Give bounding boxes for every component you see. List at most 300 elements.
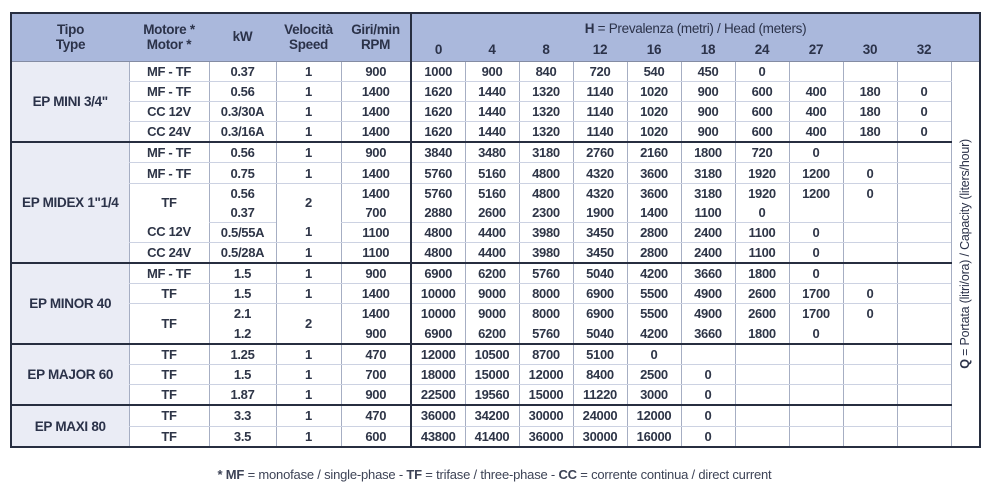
cell-head-30 [843, 203, 897, 223]
table-row [11, 163, 980, 183]
cell-head-12: 2760 [573, 142, 627, 163]
cell-head-30 [843, 323, 897, 343]
cell-motor: TF [129, 364, 209, 384]
cell-head-30: 0 [843, 284, 897, 304]
cell-head-4: 5160 [465, 163, 519, 183]
cell-head-18: 3660 [681, 263, 735, 284]
cell-kw: 1.5 [209, 364, 276, 384]
col-header-rpm-it: Giri/min [351, 21, 400, 37]
cell-head-32 [897, 222, 951, 242]
head-title-text: = Prevalenza (metri) / Head (meters) [594, 21, 807, 37]
cell-head-8: 4800 [519, 163, 573, 183]
cell-kw: 0.37 [209, 61, 276, 81]
head-value-27: 27 [789, 39, 843, 61]
cell-head-12: 4320 [573, 183, 627, 203]
cell-head-0: 18000 [411, 364, 465, 384]
cell-head-27: 400 [789, 81, 843, 101]
cell-speed: 1 [276, 385, 341, 406]
cell-head-0: 10000 [411, 304, 465, 324]
table-row [11, 142, 980, 163]
cell-head-24: 600 [735, 81, 789, 101]
cell-head-8: 840 [519, 61, 573, 81]
group-name: EP MAXI 80 [11, 405, 129, 447]
head-value-0: 0 [411, 39, 465, 61]
cell-head-4: 4400 [465, 222, 519, 242]
cell-head-16: 1400 [627, 203, 681, 223]
cell-speed: 1 [276, 284, 341, 304]
cell-motor: TF [129, 385, 209, 406]
cell-head-4: 4400 [465, 242, 519, 263]
cell-head-8: 5760 [519, 263, 573, 284]
cell-head-12: 720 [573, 61, 627, 81]
table-row [11, 263, 980, 284]
head-value-8: 8 [519, 39, 573, 61]
cell-head-8: 12000 [519, 364, 573, 384]
cell-speed: 1 [276, 426, 341, 447]
cell-head-0: 22500 [411, 385, 465, 406]
cell-head-18 [681, 344, 735, 365]
cell-head-18: 0 [681, 405, 735, 426]
cell-rpm: 900 [341, 323, 411, 343]
col-header-speed [276, 13, 341, 61]
cell-rpm: 1400 [341, 183, 411, 203]
col-header-motor-it: Motore * [143, 21, 195, 37]
cell-kw: 1.5 [209, 284, 276, 304]
footnote-cc-text: = corrente continua / direct current [576, 467, 772, 482]
cell-speed: 2 [276, 304, 341, 344]
col-header-speed-it: Velocità [284, 21, 333, 37]
cell-kw: 2.1 [209, 304, 276, 324]
table-row [11, 81, 980, 101]
cell-head-18: 3180 [681, 183, 735, 203]
cell-motor: CC 24V [129, 121, 209, 142]
cell-head-24 [735, 426, 789, 447]
cell-head-8: 30000 [519, 405, 573, 426]
cell-head-12: 4320 [573, 163, 627, 183]
cell-head-18: 900 [681, 81, 735, 101]
cell-head-24: 0 [735, 203, 789, 223]
head-value-16: 16 [627, 39, 681, 61]
cell-head-27: 1700 [789, 284, 843, 304]
cell-rpm: 1400 [341, 284, 411, 304]
cell-head-32 [897, 364, 951, 384]
cell-head-24: 0 [735, 61, 789, 81]
group-name: EP MINI 3/4" [11, 61, 129, 142]
cell-head-12: 3450 [573, 222, 627, 242]
cell-head-32 [897, 183, 951, 203]
cell-motor: MF - TF [129, 81, 209, 101]
cell-head-4: 3480 [465, 142, 519, 163]
cell-head-27: 0 [789, 323, 843, 343]
cell-head-8: 15000 [519, 385, 573, 406]
table-row [11, 344, 980, 365]
cell-head-27 [789, 364, 843, 384]
cell-motor: CC 12V [129, 222, 209, 242]
cell-head-12: 24000 [573, 405, 627, 426]
cell-head-0: 4800 [411, 242, 465, 263]
group-name: EP MIDEX 1"1/4 [11, 142, 129, 263]
cell-rpm: 1400 [341, 101, 411, 121]
cell-head-30 [843, 344, 897, 365]
table-row [11, 183, 980, 203]
cell-head-27: 400 [789, 121, 843, 142]
cell-kw: 1.5 [209, 263, 276, 284]
cell-head-16: 5500 [627, 304, 681, 324]
cell-head-8: 3180 [519, 142, 573, 163]
cell-head-16: 1020 [627, 121, 681, 142]
cell-head-30 [843, 263, 897, 284]
cell-head-18: 0 [681, 364, 735, 384]
cell-head-12: 6900 [573, 304, 627, 324]
footnote [10, 467, 979, 482]
cell-head-4: 34200 [465, 405, 519, 426]
cell-head-16: 2800 [627, 222, 681, 242]
cell-kw: 0.5/55A [209, 222, 276, 242]
cell-head-30 [843, 385, 897, 406]
cell-motor: TF [129, 344, 209, 365]
cell-head-32 [897, 323, 951, 343]
cell-head-24: 2600 [735, 304, 789, 324]
cell-head-24: 1100 [735, 242, 789, 263]
cell-head-12: 3450 [573, 242, 627, 263]
cell-head-8: 8000 [519, 304, 573, 324]
cell-head-0: 1000 [411, 61, 465, 81]
head-value-32: 32 [897, 39, 951, 61]
cell-head-0: 1620 [411, 121, 465, 142]
cell-head-4: 1440 [465, 81, 519, 101]
cell-rpm: 1400 [341, 304, 411, 324]
cell-kw: 0.5/28A [209, 242, 276, 263]
cell-head-27 [789, 385, 843, 406]
cell-head-4: 19560 [465, 385, 519, 406]
cell-rpm: 1400 [341, 81, 411, 101]
cell-head-18: 3180 [681, 163, 735, 183]
cell-head-16: 3600 [627, 183, 681, 203]
cell-head-24: 1100 [735, 222, 789, 242]
group-name: EP MAJOR 60 [11, 344, 129, 406]
cell-head-18: 900 [681, 101, 735, 121]
col-header-rpm [341, 13, 411, 61]
cell-motor: TF [129, 304, 209, 344]
cell-head-0: 4800 [411, 222, 465, 242]
cell-rpm: 1100 [341, 242, 411, 263]
cell-head-0: 1620 [411, 81, 465, 101]
cell-head-4: 41400 [465, 426, 519, 447]
cell-head-0: 36000 [411, 405, 465, 426]
head-value-4: 4 [465, 39, 519, 61]
cell-head-18: 1100 [681, 203, 735, 223]
cell-rpm: 700 [341, 203, 411, 223]
footnote-tf-text: = trifase / three-phase - [421, 467, 559, 482]
cell-head-0: 6900 [411, 323, 465, 343]
cell-speed: 1 [276, 364, 341, 384]
cell-head-27: 1700 [789, 304, 843, 324]
cell-head-32: 0 [897, 101, 951, 121]
cell-speed: 1 [276, 222, 341, 242]
cell-rpm: 1400 [341, 121, 411, 142]
cell-head-16: 3000 [627, 385, 681, 406]
cell-head-27 [789, 203, 843, 223]
cell-head-4: 1440 [465, 101, 519, 121]
cell-speed: 1 [276, 344, 341, 365]
table-row [11, 121, 980, 142]
cell-rpm: 900 [341, 263, 411, 284]
cell-rpm: 600 [341, 426, 411, 447]
cell-head-32 [897, 203, 951, 223]
cell-motor: MF - TF [129, 263, 209, 284]
cell-head-16: 1020 [627, 81, 681, 101]
footnote-cc-abbr: CC [558, 467, 577, 482]
cell-motor: TF [129, 183, 209, 222]
cell-head-16: 4200 [627, 263, 681, 284]
cell-head-32 [897, 304, 951, 324]
cell-speed: 1 [276, 405, 341, 426]
cell-head-16: 12000 [627, 405, 681, 426]
cell-kw: 1.87 [209, 385, 276, 406]
head-value-18: 18 [681, 39, 735, 61]
table-row [11, 426, 980, 447]
footnote-tf-abbr: TF [406, 467, 422, 482]
cell-head-16: 0 [627, 344, 681, 365]
cell-speed: 1 [276, 242, 341, 263]
cell-head-30: 180 [843, 121, 897, 142]
table-row [11, 364, 980, 384]
cell-head-18: 3660 [681, 323, 735, 343]
cell-head-24 [735, 364, 789, 384]
cell-kw: 0.3/30A [209, 101, 276, 121]
table-row [11, 405, 980, 426]
cell-head-27: 1200 [789, 183, 843, 203]
cell-rpm: 1100 [341, 222, 411, 242]
cell-kw: 0.75 [209, 163, 276, 183]
cell-head-32 [897, 405, 951, 426]
cell-head-4: 15000 [465, 364, 519, 384]
cell-kw: 1.2 [209, 323, 276, 343]
table-row [11, 284, 980, 304]
cell-head-12: 30000 [573, 426, 627, 447]
cell-motor: MF - TF [129, 142, 209, 163]
cell-head-18: 0 [681, 385, 735, 406]
cell-head-4: 2600 [465, 203, 519, 223]
cell-motor: CC 12V [129, 101, 209, 121]
cell-speed: 1 [276, 142, 341, 163]
cell-kw: 1.25 [209, 344, 276, 365]
footnote-mf-abbr: * MF [217, 467, 245, 482]
col-header-speed-en: Speed [288, 37, 328, 53]
cell-rpm: 900 [341, 142, 411, 163]
cell-rpm: 700 [341, 364, 411, 384]
cell-head-24: 2600 [735, 284, 789, 304]
cell-head-4: 5160 [465, 183, 519, 203]
head-value-12: 12 [573, 39, 627, 61]
cell-head-27 [789, 61, 843, 81]
cell-head-24: 600 [735, 101, 789, 121]
cell-head-4: 9000 [465, 304, 519, 324]
cell-head-24: 1800 [735, 263, 789, 284]
cell-head-12: 1140 [573, 121, 627, 142]
cell-head-30: 0 [843, 183, 897, 203]
cell-head-16: 4200 [627, 323, 681, 343]
cell-head-30 [843, 426, 897, 447]
cell-head-8: 5760 [519, 323, 573, 343]
footnote-mf-text: = monofase / single-phase - [244, 467, 407, 482]
cell-head-18: 0 [681, 426, 735, 447]
cell-head-27: 0 [789, 242, 843, 263]
cell-rpm: 470 [341, 405, 411, 426]
cell-head-0: 1620 [411, 101, 465, 121]
cell-head-30 [843, 364, 897, 384]
cell-head-32 [897, 142, 951, 163]
capacity-axis-cell [951, 61, 980, 447]
table-row [11, 385, 980, 406]
col-header-type [11, 13, 129, 61]
cell-head-16: 2800 [627, 242, 681, 263]
cell-head-12: 1140 [573, 81, 627, 101]
cell-head-18: 4900 [681, 304, 735, 324]
cell-kw: 3.3 [209, 405, 276, 426]
cell-head-32 [897, 163, 951, 183]
cell-head-18: 1800 [681, 142, 735, 163]
cell-head-30: 0 [843, 304, 897, 324]
cell-head-24 [735, 344, 789, 365]
head-value-30: 30 [843, 39, 897, 61]
cell-head-27: 400 [789, 101, 843, 121]
cell-head-18: 4900 [681, 284, 735, 304]
head-value-q-spacer [951, 39, 980, 61]
cell-head-4: 6200 [465, 323, 519, 343]
cell-head-12: 8400 [573, 364, 627, 384]
cell-head-0: 10000 [411, 284, 465, 304]
cell-head-24: 1800 [735, 323, 789, 343]
cell-head-0: 6900 [411, 263, 465, 284]
col-header-motor-en: Motor * [146, 37, 192, 53]
cell-head-32 [897, 284, 951, 304]
cell-head-18: 450 [681, 61, 735, 81]
cell-motor: TF [129, 284, 209, 304]
cell-speed: 1 [276, 61, 341, 81]
cell-head-32 [897, 61, 951, 81]
cell-head-32 [897, 426, 951, 447]
cell-head-16: 1020 [627, 101, 681, 121]
cell-speed: 1 [276, 163, 341, 183]
cell-head-8: 4800 [519, 183, 573, 203]
cell-kw: 0.56 [209, 183, 276, 203]
cell-head-12: 5040 [573, 263, 627, 284]
cell-head-32 [897, 344, 951, 365]
table-body [11, 61, 980, 447]
cell-rpm: 900 [341, 61, 411, 81]
cell-head-32 [897, 385, 951, 406]
cell-speed: 1 [276, 81, 341, 101]
cell-head-16: 16000 [627, 426, 681, 447]
cell-kw: 0.3/16A [209, 121, 276, 142]
cell-head-30 [843, 242, 897, 263]
cell-head-12: 5040 [573, 323, 627, 343]
cell-kw: 0.56 [209, 142, 276, 163]
cell-head-0: 43800 [411, 426, 465, 447]
table-header [11, 13, 980, 61]
table-row [11, 61, 980, 81]
cell-head-0: 5760 [411, 183, 465, 203]
group-name: EP MINOR 40 [11, 263, 129, 344]
cell-head-27 [789, 344, 843, 365]
cell-head-8: 1320 [519, 121, 573, 142]
cell-head-12: 11220 [573, 385, 627, 406]
cell-head-24: 1920 [735, 183, 789, 203]
cell-speed: 2 [276, 183, 341, 222]
col-header-type-it: Tipo [56, 21, 85, 37]
head-symbol: H [584, 21, 595, 37]
cell-head-27: 1200 [789, 163, 843, 183]
cell-rpm: 900 [341, 385, 411, 406]
cell-head-30 [843, 142, 897, 163]
cell-head-30: 0 [843, 163, 897, 183]
cell-motor: CC 24V [129, 242, 209, 263]
cell-head-12: 6900 [573, 284, 627, 304]
cell-head-24: 600 [735, 121, 789, 142]
cell-head-30: 180 [843, 81, 897, 101]
col-header-motor [129, 13, 209, 61]
cell-head-30 [843, 222, 897, 242]
cell-head-24: 720 [735, 142, 789, 163]
cell-head-4: 1440 [465, 121, 519, 142]
cell-head-18: 2400 [681, 222, 735, 242]
cell-head-24 [735, 385, 789, 406]
cell-head-12: 1140 [573, 101, 627, 121]
cell-motor: TF [129, 405, 209, 426]
cell-head-4: 10500 [465, 344, 519, 365]
cell-head-4: 900 [465, 61, 519, 81]
cell-head-18: 900 [681, 121, 735, 142]
cell-head-16: 2160 [627, 142, 681, 163]
cell-speed: 1 [276, 101, 341, 121]
cell-head-30 [843, 405, 897, 426]
cell-head-16: 5500 [627, 284, 681, 304]
cell-speed: 1 [276, 263, 341, 284]
cell-kw: 3.5 [209, 426, 276, 447]
cell-head-8: 1320 [519, 101, 573, 121]
cell-motor: MF - TF [129, 163, 209, 183]
table-row [11, 242, 980, 263]
cell-kw: 0.56 [209, 81, 276, 101]
cell-head-12: 5100 [573, 344, 627, 365]
cell-head-8: 3980 [519, 242, 573, 263]
capacity-axis-label: Q = Portata (litri/ora) / Capacity (liters/hour) [958, 138, 973, 369]
cell-head-0: 5760 [411, 163, 465, 183]
cell-head-27 [789, 426, 843, 447]
cell-head-12: 1900 [573, 203, 627, 223]
cell-head-27 [789, 405, 843, 426]
cell-head-16: 540 [627, 61, 681, 81]
table-row [11, 101, 980, 121]
cell-head-8: 1320 [519, 81, 573, 101]
cell-head-30: 180 [843, 101, 897, 121]
cell-head-4: 9000 [465, 284, 519, 304]
cell-rpm: 470 [341, 344, 411, 365]
cell-motor: TF [129, 426, 209, 447]
cell-head-30 [843, 61, 897, 81]
cell-head-8: 8000 [519, 284, 573, 304]
cell-head-4: 6200 [465, 263, 519, 284]
table-row [11, 222, 980, 242]
table-row [11, 304, 980, 324]
cell-head-27: 0 [789, 222, 843, 242]
col-header-kw [209, 13, 276, 61]
col-header-head-meters [411, 13, 980, 39]
cell-head-32 [897, 242, 951, 263]
cell-head-32: 0 [897, 81, 951, 101]
cell-motor: MF - TF [129, 61, 209, 81]
